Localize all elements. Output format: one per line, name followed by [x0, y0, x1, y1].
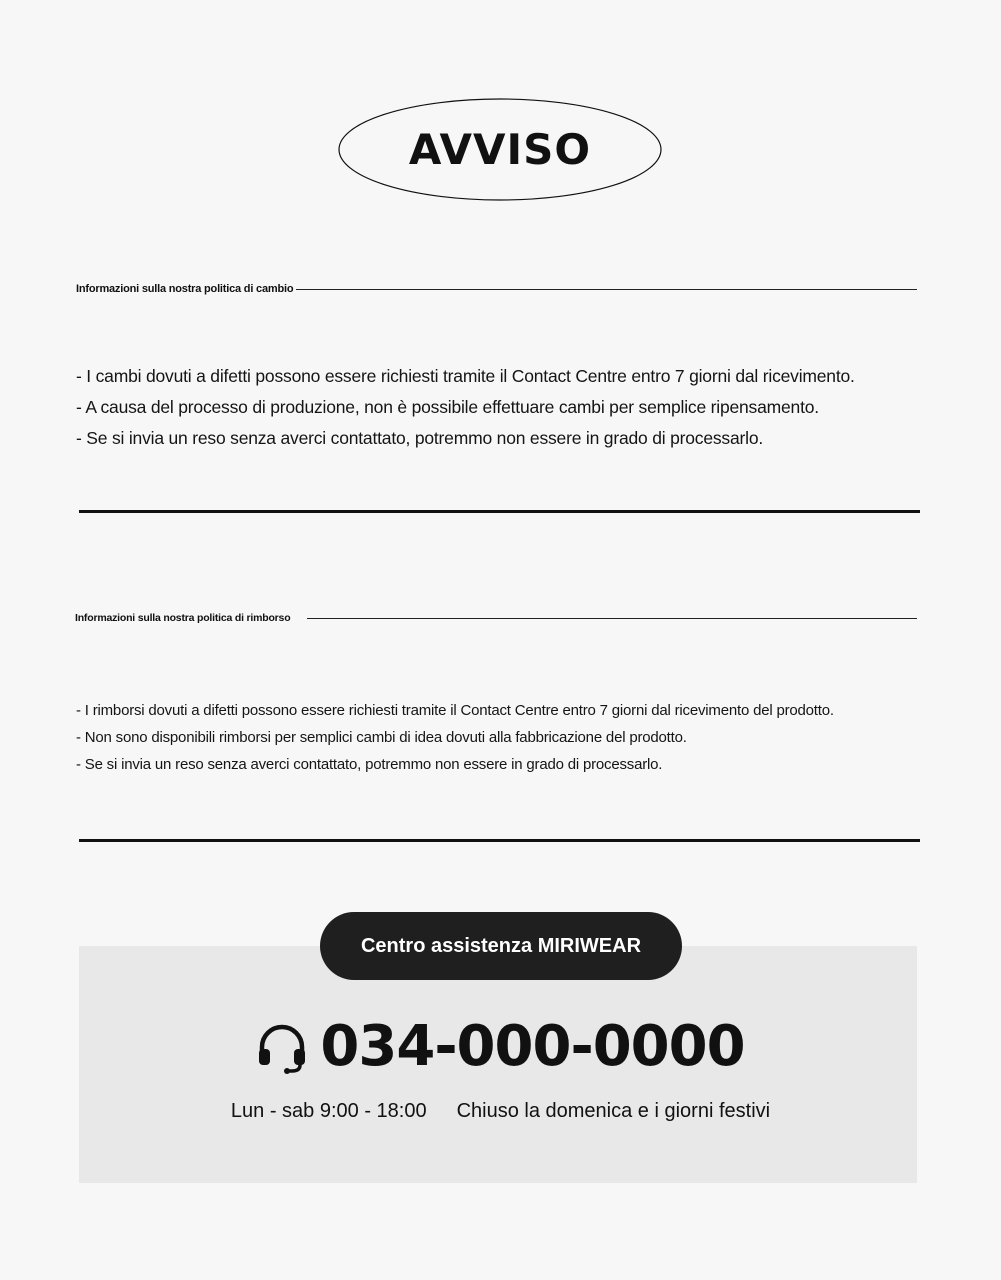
exchange-section-heading: Informazioni sulla nostra politica di cambio	[76, 283, 294, 295]
refund-section-heading: Informazioni sulla nostra politica di rimborso	[75, 612, 291, 624]
refund-section-header	[75, 612, 917, 624]
support-closed-days: Chiuso la domenica e i giorni festivi	[456, 1100, 771, 1122]
list-item: - A causa del processo di produzione, non è possibile effettuare cambi per semplice ripensamento.	[76, 397, 819, 417]
refund-policy-list	[76, 697, 834, 778]
headset-icon	[256, 1022, 308, 1074]
phone-row	[0, 1010, 1001, 1082]
section-divider	[79, 839, 920, 842]
exchange-heading-rule	[296, 289, 917, 290]
exchange-section-header	[76, 283, 917, 295]
list-item: - Se si invia un reso senza averci contattato, potremmo non essere in grado di processarlo.	[76, 428, 764, 448]
support-phone-number: 034-000-0000	[320, 1013, 745, 1079]
page-title: AVVISO	[408, 125, 592, 174]
list-item: - Non sono disponibili rimborsi per semplici cambi di idea dovuti alla fabbricazione del prodotto.	[76, 729, 687, 746]
support-center-label-text: Centro assistenza MIRIWEAR	[360, 934, 642, 957]
support-hours: Lun - sab 9:00 - 18:00	[230, 1100, 427, 1122]
support-center-label	[320, 912, 682, 980]
exchange-policy-list	[76, 361, 855, 454]
refund-heading-rule	[307, 618, 917, 619]
support-hours-row	[0, 1100, 1001, 1123]
title-badge	[338, 98, 662, 201]
list-item: - I rimborsi dovuti a difetti possono essere richiesti tramite il Contact Centre entro 7 giorni dal ricevimento del prodotto.	[76, 702, 834, 719]
list-item: - I cambi dovuti a difetti possono essere richiesti tramite il Contact Centre entro 7 giorni dal ricevimento.	[76, 366, 855, 386]
section-divider	[79, 510, 920, 513]
list-item: - Se si invia un reso senza averci contattato, potremmo non essere in grado di processarlo.	[76, 756, 663, 773]
